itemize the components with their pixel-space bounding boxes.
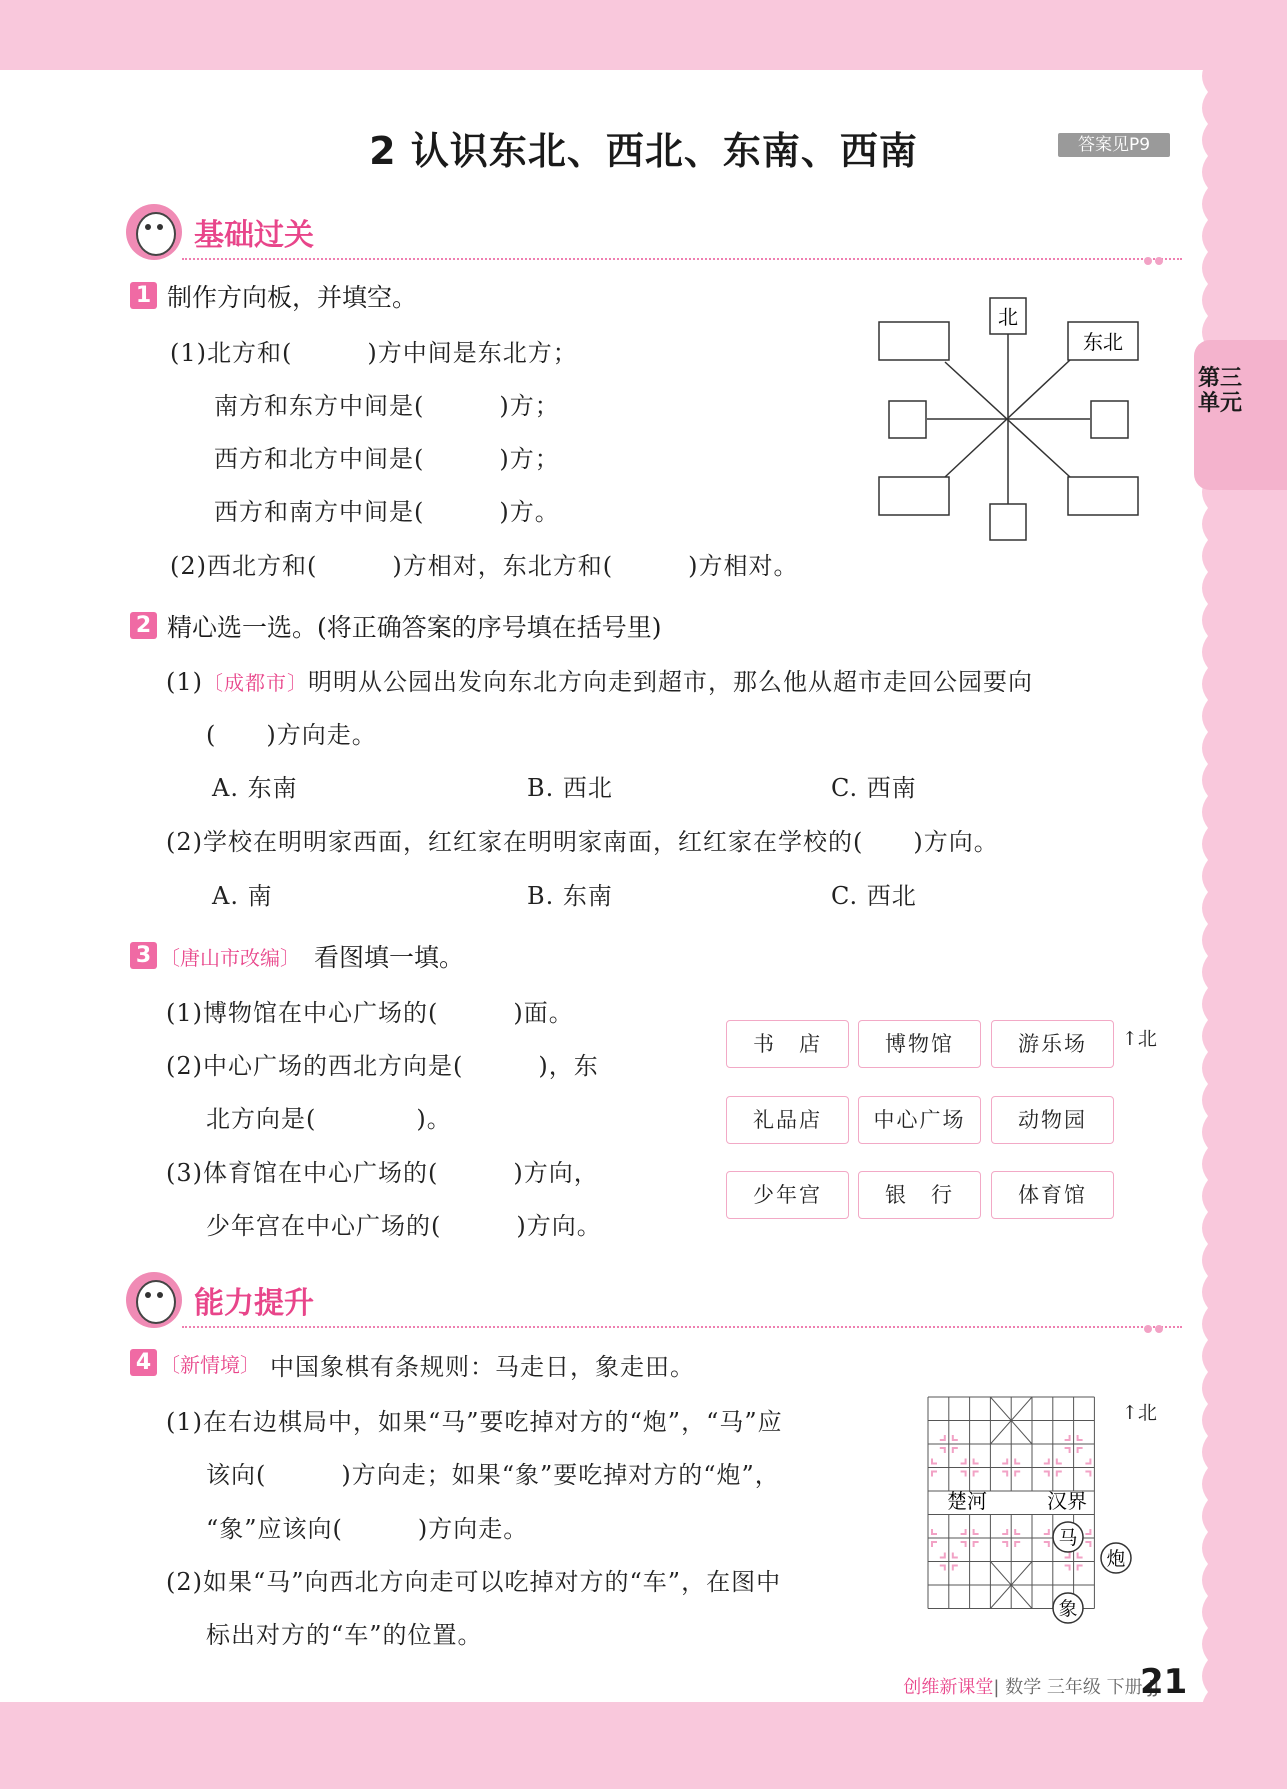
position-marker (974, 1472, 979, 1477)
q1-line-5: (2)西北方和( )方相对，东北方和( )方相对。 (170, 552, 799, 580)
position-marker (953, 1435, 958, 1440)
section-divider (182, 1326, 1182, 1328)
position-marker (1065, 1435, 1070, 1440)
position-marker (1085, 1472, 1090, 1477)
position-marker (974, 1542, 979, 1547)
q4-line-5: 标出对方的“车”的位置。 (206, 1621, 483, 1649)
position-marker (953, 1448, 958, 1453)
position-marker (932, 1529, 937, 1534)
position-marker (932, 1459, 937, 1464)
map-cell-gym: 体育馆 (991, 1171, 1114, 1219)
river-label-right: 汉界 (1047, 1489, 1087, 1513)
source-tag: 〔新情境〕 (160, 1353, 260, 1377)
map-cell-central-square: 中心广场 (858, 1096, 981, 1144)
position-marker (940, 1553, 945, 1558)
q3-line-3: 北方向是( )。 (206, 1105, 452, 1133)
position-marker (1015, 1529, 1020, 1534)
page-footer (903, 1673, 1159, 1699)
box-southeast (1068, 477, 1138, 515)
question-number: 2 (130, 612, 157, 639)
position-marker (1015, 1459, 1020, 1464)
svg-text:象: 象 (1058, 1598, 1078, 1620)
north-label: 北 (1137, 1028, 1157, 1050)
position-marker (1044, 1459, 1049, 1464)
up-arrow-icon: ↑ (1122, 1028, 1138, 1050)
map-cell-bookstore: 书 店 (726, 1020, 849, 1068)
mascot-avatar-icon (126, 1272, 182, 1328)
position-marker (1078, 1435, 1083, 1440)
map-cell-gift-shop: 礼品店 (726, 1096, 849, 1144)
q2-part2: (2)学校在明明家西面，红红家在明明家南面，红红家在学校的( )方向。 (166, 828, 999, 856)
position-marker (1065, 1553, 1070, 1558)
question-heading: 制作方向板，并填空。 (167, 283, 418, 312)
question-heading: 看图填一填。 (314, 943, 465, 972)
question-number: 4 (130, 1349, 157, 1376)
piece-horse (1053, 1522, 1083, 1552)
position-marker (974, 1529, 979, 1534)
section-header-basic (126, 204, 1166, 274)
map-cell-amusement-park: 游乐场 (991, 1020, 1114, 1068)
source-tag: 〔成都市〕 (203, 671, 308, 695)
q4-line-4: (2)如果“马”向西北方向走可以吃掉对方的“车”，在图中 (166, 1568, 782, 1596)
q1-line-4: 西方和南方中间是( )方。 (214, 498, 560, 526)
q2-p1-option-c: C. 西南 (831, 774, 917, 802)
box-southwest (879, 477, 949, 515)
position-marker (1002, 1472, 1007, 1477)
section-title: 能力提升 (194, 1286, 314, 1321)
position-marker (1015, 1542, 1020, 1547)
unit-side-tab-label: 第三单元 (1198, 366, 1243, 416)
position-marker (1057, 1472, 1062, 1477)
q2-p2-option-a: A. 南 (212, 882, 273, 910)
svg-text:炮: 炮 (1106, 1548, 1126, 1570)
q2-p2-option-b: B. 东南 (527, 882, 613, 910)
q2-part1-cont: ( )方向走。 (206, 721, 377, 749)
position-marker (940, 1448, 945, 1453)
box-west (889, 401, 926, 438)
bottom-wave-border (0, 1700, 1287, 1789)
q2-p1-option-a: A. 东南 (212, 774, 298, 802)
question-note: (将正确答案的序号填在括号里) (317, 613, 662, 642)
piece-cannon (1101, 1543, 1131, 1573)
q4-line-2: 该向( )方向走；如果“象”要吃掉对方的“炮”， (206, 1461, 780, 1489)
question-heading-text: 精心选一选。 (167, 613, 318, 642)
position-marker (1015, 1472, 1020, 1477)
answer-reference-badge: 答案见P9 (1058, 133, 1170, 157)
position-marker (1065, 1566, 1070, 1571)
north-label: 北 (1137, 1402, 1157, 1424)
q1-line-1: (1)北方和( )方中间是东北方； (170, 339, 578, 367)
position-marker (932, 1542, 937, 1547)
direction-board-diagram (870, 292, 1145, 544)
section-dots (1144, 1318, 1166, 1337)
position-marker (1057, 1459, 1062, 1464)
position-marker (1002, 1542, 1007, 1547)
q3-line-5: 少年宫在中心广场的( )方向。 (206, 1212, 602, 1240)
section-title: 基础过关 (194, 218, 314, 253)
question-heading: 中国象棋有条规则：马走日，象走田。 (270, 1353, 695, 1381)
position-marker (953, 1566, 958, 1571)
position-marker (1002, 1459, 1007, 1464)
position-marker (1085, 1529, 1090, 1534)
label-northeast: 东北 (1083, 330, 1123, 354)
section-divider (182, 258, 1182, 260)
position-marker (940, 1435, 945, 1440)
map-cell-zoo: 动物园 (991, 1096, 1114, 1144)
position-marker (1044, 1529, 1049, 1534)
position-marker (1078, 1448, 1083, 1453)
q2-p1-option-b: B. 西北 (527, 774, 613, 802)
source-tag: 〔唐山市改编〕 (160, 946, 300, 970)
position-marker (1002, 1529, 1007, 1534)
svg-text:马: 马 (1058, 1527, 1078, 1549)
box-northwest (879, 322, 949, 360)
position-marker (1065, 1448, 1070, 1453)
chess-board-diagram (925, 1390, 1126, 1630)
box-south (990, 504, 1026, 540)
position-marker (1078, 1566, 1083, 1571)
position-marker (1044, 1542, 1049, 1547)
part-text: 明明从公园出发向东北方向走到超市，那么他从超市走回公园要向 (308, 668, 1033, 696)
position-marker (974, 1459, 979, 1464)
position-marker (961, 1472, 966, 1477)
label-north: 北 (998, 305, 1018, 329)
position-marker (1085, 1542, 1090, 1547)
position-marker (932, 1472, 937, 1477)
map-cell-bank: 银 行 (858, 1171, 981, 1219)
q4-line-3: “象”应该向( )方向走。 (206, 1515, 529, 1543)
position-marker (1044, 1472, 1049, 1477)
unit-side-tab (1194, 340, 1287, 490)
q4-line-1: (1)在右边棋局中，如果“马”要吃掉对方的“炮”，“马”应 (166, 1408, 783, 1436)
q3-line-1: (1)博物馆在中心广场的( )面。 (166, 999, 574, 1027)
position-marker (961, 1459, 966, 1464)
north-indicator (1122, 1398, 1157, 1425)
q1-line-3: 西方和北方中间是( )方； (214, 445, 560, 473)
q3-line-2: (2)中心广场的西北方向是( )，东 (166, 1052, 599, 1080)
page-title: 2 认识东北、西北、东南、西南 (369, 129, 918, 173)
map-cell-youth-palace: 少年宫 (726, 1171, 849, 1219)
page-number: 21 (1140, 1662, 1188, 1702)
position-marker (1078, 1553, 1083, 1558)
question-heading (167, 608, 662, 644)
position-marker (940, 1566, 945, 1571)
map-cell-museum: 博物馆 (858, 1020, 981, 1068)
q3-line-4: (3)体育馆在中心广场的( )方向， (166, 1159, 599, 1187)
question-number: 3 (130, 942, 157, 969)
question-number: 1 (130, 282, 157, 309)
position-marker (961, 1542, 966, 1547)
position-marker (953, 1553, 958, 1558)
up-arrow-icon: ↑ (1122, 1402, 1138, 1424)
section-dots (1144, 250, 1166, 269)
top-wave-border (0, 0, 1287, 70)
mascot-avatar-icon (126, 204, 182, 260)
position-marker (961, 1529, 966, 1534)
q2-p2-option-c: C. 西北 (831, 882, 917, 910)
footer-brand: 创维新课堂 (903, 1677, 994, 1698)
box-east (1091, 401, 1128, 438)
q1-line-2: 南方和东方中间是( )方； (214, 392, 560, 420)
piece-elephant (1053, 1593, 1083, 1623)
position-marker (1085, 1459, 1090, 1464)
part-prefix: (1) (166, 668, 203, 696)
river-label-left: 楚河 (947, 1489, 987, 1513)
q2-part1 (166, 662, 1033, 697)
north-indicator (1122, 1024, 1157, 1051)
footer-info: | 数学 三年级 下册 JJ (993, 1677, 1159, 1698)
right-wave-border (1196, 60, 1226, 1710)
section-header-advanced (126, 1272, 1166, 1342)
